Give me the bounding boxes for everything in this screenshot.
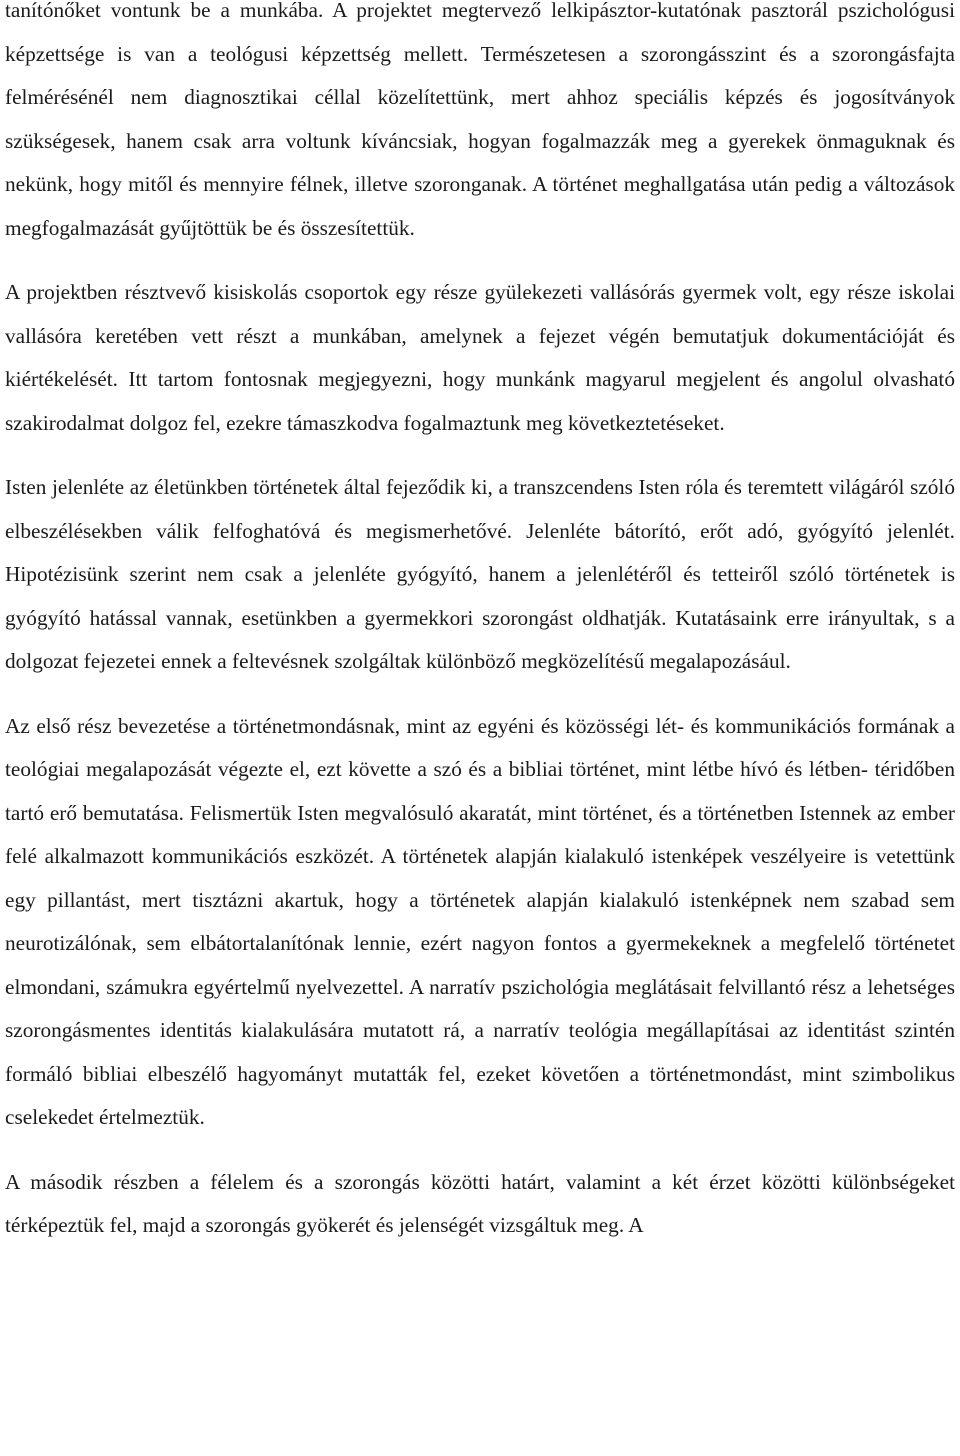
paragraph-1: tanítónőket vontunk be a munkába. A projektet megtervező lelkipásztor-kutatónak pasztorál pszichológusi képzettsége is van a teológusi képzettség mellett. Természetesen a szorongásszint és a szorongásfajta felmérésénél nem diagnosztikai céllal közelítettünk, mert ahhoz speciális képzés és jogosítványok szükségesek, hanem csak arra voltunk kíváncsiak, hogyan fogalmazzák meg a gyerekek önmaguknak és nekünk, hogy mitől és mennyire félnek, illetve szoronganak. A történet meghallgatása után pedig a változások megfogalmazását gyűjtöttük be és összesítettük. [5, 0, 955, 240]
document-page [5, 0, 955, 1248]
paragraph-4: Az első rész bevezetése a történetmondásnak, mint az egyéni és közösségi lét- és kommunikációs formának a teológiai megalapozását végezte el, ezt követte a szó és a bibliai történet, mint létbe hívó és létben- téridőben tartó erő bemutatása. Felismertük Isten megvalósuló akaratát, mint történet, és a történetben Istennek az ember felé alkalmazott kommunikációs eszközét. A történetek alapján kialakuló istenképek veszélyeire is vetettünk egy pillantást, mert tisztázni akartuk, hogy a történetek alapján kialakuló istenképnek nem szabad sem neurotizálónak, sem elbátortalanítónak lennie, ezért nagyon fontos a gyermekeknek a megfelelő történetet elmondani, számukra egyértelmű nyelvezettel. A narratív pszichológia meglátásait felvillantó rész a lehetséges szorongásmentes identitás kialakulására mutatott rá, a narratív teológia megállapításai az identitást szintén formáló bibliai elbeszélő hagyományt mutatták fel, ezeket követően a történetmondást, mint szimbolikus cselekedet értelmeztük. [5, 713, 955, 1129]
paragraph-3: Isten jelenléte az életünkben történetek által fejeződik ki, a transzcendens Isten róla és teremtett világáról szóló elbeszélésekben válik felfoghatóvá és megismerhetővé. Jelenléte bátorító, erőt adó, gyógyító jelenlét. Hipotézisünk szerint nem csak a jelenléte gyógyító, hanem a jelenlétéről és tetteiről szóló történetek is gyógyító hatással vannak, esetünkben a gyermekkori szorongást oldhatják. Kutatásaink erre irányultak, s a dolgozat fejezetei ennek a feltevésnek szolgáltak különböző megközelítésű megalapozásául. [5, 475, 955, 673]
paragraph-2: A projektben résztvevő kisiskolás csoportok egy része gyülekezeti vallásórás gyermek volt, egy része iskolai vallásóra keretében vett részt a munkában, amelynek a fejezet végén bemutatjuk dokumentációját és kiértékelését. Itt tartom fontosnak megjegyezni, hogy munkánk magyarul megjelent és angolul olvasható szakirodalmat dolgoz fel, ezekre támaszkodva fogalmaztunk meg következtetéseket. [5, 280, 955, 435]
paragraph-5: A második részben a félelem és a szorongás közötti határt, valamint a két érzet közötti különbségeket térképeztük fel, majd a szorongás gyökerét és jelenségét vizsgáltuk meg. A [5, 1169, 955, 1237]
